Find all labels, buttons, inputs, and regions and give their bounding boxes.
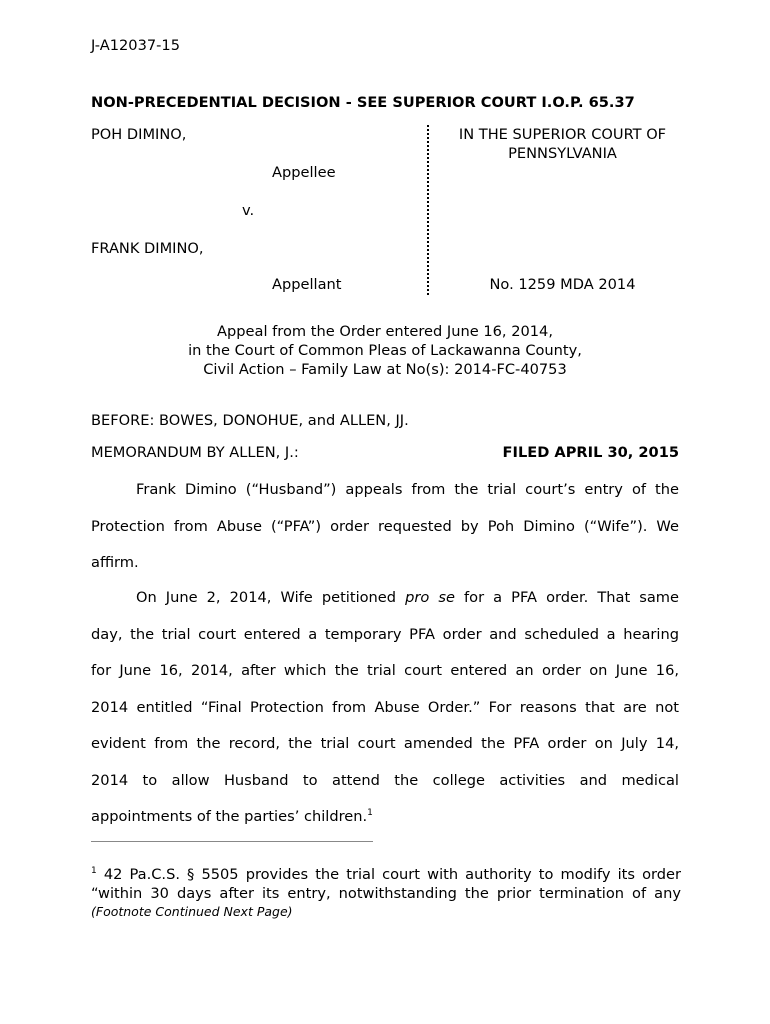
appellee-role: Appellee bbox=[272, 164, 336, 181]
paragraph-1 bbox=[91, 472, 679, 582]
paragraph-2-text: appointments of the parties’ children. bbox=[91, 808, 368, 825]
paragraph-2-line bbox=[91, 799, 679, 836]
court-name-line1: IN THE SUPERIOR COURT OF bbox=[458, 126, 667, 143]
footnote-separator bbox=[91, 841, 373, 842]
appeal-line-2: in the Court of Common Pleas of Lackawanna County, bbox=[188, 342, 582, 359]
memorandum-author: MEMORANDUM BY ALLEN, J.: bbox=[91, 444, 299, 461]
paragraph-1-line: Protection from Abuse (“PFA”) order requested by Poh Dimino (“Wife”). We bbox=[91, 517, 679, 535]
appeal-line-3: Civil Action – Family Law at No(s): 2014-FC-40753 bbox=[203, 361, 567, 378]
appellant-role: Appellant bbox=[272, 276, 342, 293]
appellee-name: POH DIMINO, bbox=[91, 126, 187, 143]
paragraph-2-line bbox=[91, 580, 679, 617]
footnote-line-1 bbox=[91, 866, 681, 884]
versus: v. bbox=[242, 202, 255, 219]
footnote-line-2: “within 30 days after its entry, notwithstanding the prior termination of any bbox=[91, 885, 681, 902]
paragraph-2-line: 2014 entitled “Final Protection from Abuse Order.” For reasons that are not bbox=[91, 698, 679, 716]
footnote-reference[interactable]: 1 bbox=[367, 808, 373, 819]
paragraph-2-text: for a PFA order. That same bbox=[454, 589, 679, 606]
caption-divider bbox=[427, 125, 429, 295]
court-name-line2: PENNSYLVANIA bbox=[508, 145, 617, 162]
footnote-text: 42 Pa.C.S. § 5505 provides the trial court with authority to modify its order bbox=[103, 866, 681, 883]
paragraph-2-line: for June 16, 2014, after which the trial court entered an order on June 16, bbox=[91, 662, 679, 679]
nonprecedential-notice: NON-PRECEDENTIAL DECISION - SEE SUPERIOR COURT I.O.P. 65.37 bbox=[91, 94, 635, 111]
case-number: No. 1259 MDA 2014 bbox=[489, 276, 636, 293]
paragraph-2-line: day, the trial court entered a temporary PFA order and scheduled a hearing bbox=[91, 625, 679, 643]
footnote-continued: (Footnote Continued Next Page) bbox=[91, 904, 293, 919]
footnote-number: 1 bbox=[91, 866, 97, 877]
paragraph-2-text: On June 2, 2014, Wife petitioned bbox=[136, 589, 406, 606]
paragraph-1-line: Frank Dimino (“Husband”) appeals from the trial court’s entry of the bbox=[136, 481, 679, 498]
docket-number: J-A12037-15 bbox=[91, 37, 180, 54]
appellant-name: FRANK DIMINO, bbox=[91, 240, 204, 257]
paragraph-1-line: affirm. bbox=[91, 554, 139, 571]
appeal-line-1: Appeal from the Order entered June 16, 2014, bbox=[217, 323, 553, 340]
paragraph-2 bbox=[91, 580, 679, 836]
pro-se-italic: pro se bbox=[405, 589, 455, 606]
paragraph-2-line: evident from the record, the trial court amended the PFA order on July 14, bbox=[91, 735, 679, 752]
panel-judges: BEFORE: BOWES, DONOHUE, and ALLEN, JJ. bbox=[91, 412, 409, 429]
paragraph-2-line: 2014 to allow Husband to attend the college activities and medical bbox=[91, 771, 679, 789]
filed-date: FILED APRIL 30, 2015 bbox=[502, 444, 679, 461]
